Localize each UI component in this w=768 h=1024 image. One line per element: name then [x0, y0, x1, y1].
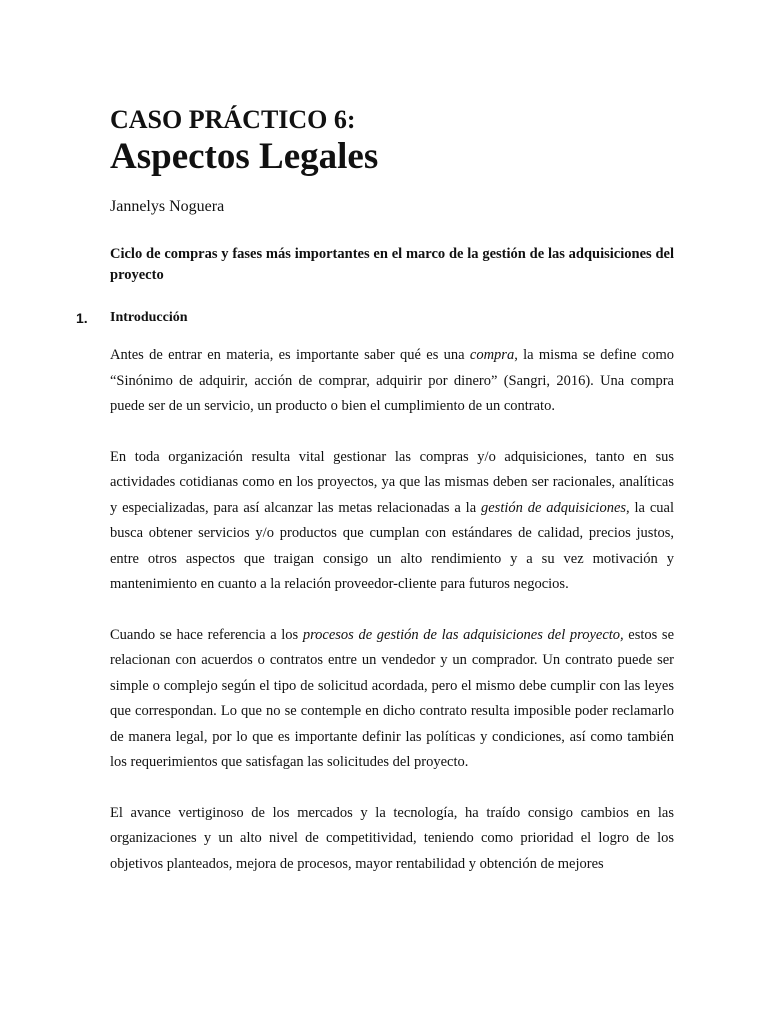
- paragraph-1: [110, 343, 674, 420]
- paragraph-1-part-b: , la misma se define como “Sinónimo de adquirir, acción de comprar, adquirir por dinero” (Sangri, 2016). Una compra puede ser de un servicio, un producto o bien el cumplimiento de un contrato.: [110, 347, 674, 414]
- main-title: Aspectos Legales: [110, 136, 379, 177]
- section-heading: [76, 308, 674, 328]
- paragraph-2-part-b: , la cual busca obtener servicios y/o productos que cumplan con estándares de calidad, precios justos, entre otros aspectos que traigan consigo un alto rendimiento y a su vez motivación y mantenimiento en cuanto a la relación proveedor-cliente para futuros negocios.: [110, 499, 674, 592]
- section-number: 1.: [76, 310, 88, 326]
- paragraph-2-part-a: En toda organización resulta vital gestionar las compras y/o adquisiciones, tanto en sus actividades cotidianas como en los proyectos, ya que las mismas deben ser racionales, analíticas y especializadas, para así alcanzar las metas relacionadas a la: [110, 448, 674, 516]
- paragraph-3-emphasis: procesos de gestión de las adquisiciones del proyecto,: [302, 626, 624, 643]
- paragraph-2-emphasis: gestión de adquisiciones: [481, 499, 627, 516]
- paragraph-4: El avance vertiginoso de los mercados y la tecnología, ha traído consigo cambios en las organizaciones y un alto nivel de competitividad, teniendo como prioridad el logro de los objetivos planteados, mejora de procesos, mayor rentabilidad y obtención de mejores: [110, 804, 674, 872]
- paragraph-1-part-a: Antes de entrar en materia, es importante saber qué es una: [110, 347, 470, 363]
- section-heading-text: Introducción: [110, 310, 188, 325]
- author-name: Jannelys Noguera: [110, 198, 225, 215]
- paragraph-1-emphasis: compra: [469, 347, 515, 363]
- paragraph-2: [110, 445, 674, 598]
- document-subtitle: Ciclo de compras y fases más importantes en el marco de la gestión de las adquisiciones del proyecto: [110, 246, 674, 283]
- paragraph-3: [110, 623, 674, 776]
- page-content: [76, 104, 675, 877]
- paragraph-3-part-b: estos se relacionan con acuerdos o contratos entre un vendedor y un comprador. Un contrato puede ser simple o complejo según el tipo de solicitud acordada, pero el mismo debe cumplir con las leyes que correspondan. Lo que no se contemple en dicho contrato resulta imposible poder reclamarlo de manera legal, por lo que es importante definir las políticas y condiciones, así como también los requerimientos que satisfagan las solicitudes del proyecto.: [110, 626, 675, 770]
- paragraph-3-part-a: Cuando se hace referencia a los: [110, 626, 303, 643]
- case-title: CASO PRÁCTICO 6:: [110, 105, 356, 134]
